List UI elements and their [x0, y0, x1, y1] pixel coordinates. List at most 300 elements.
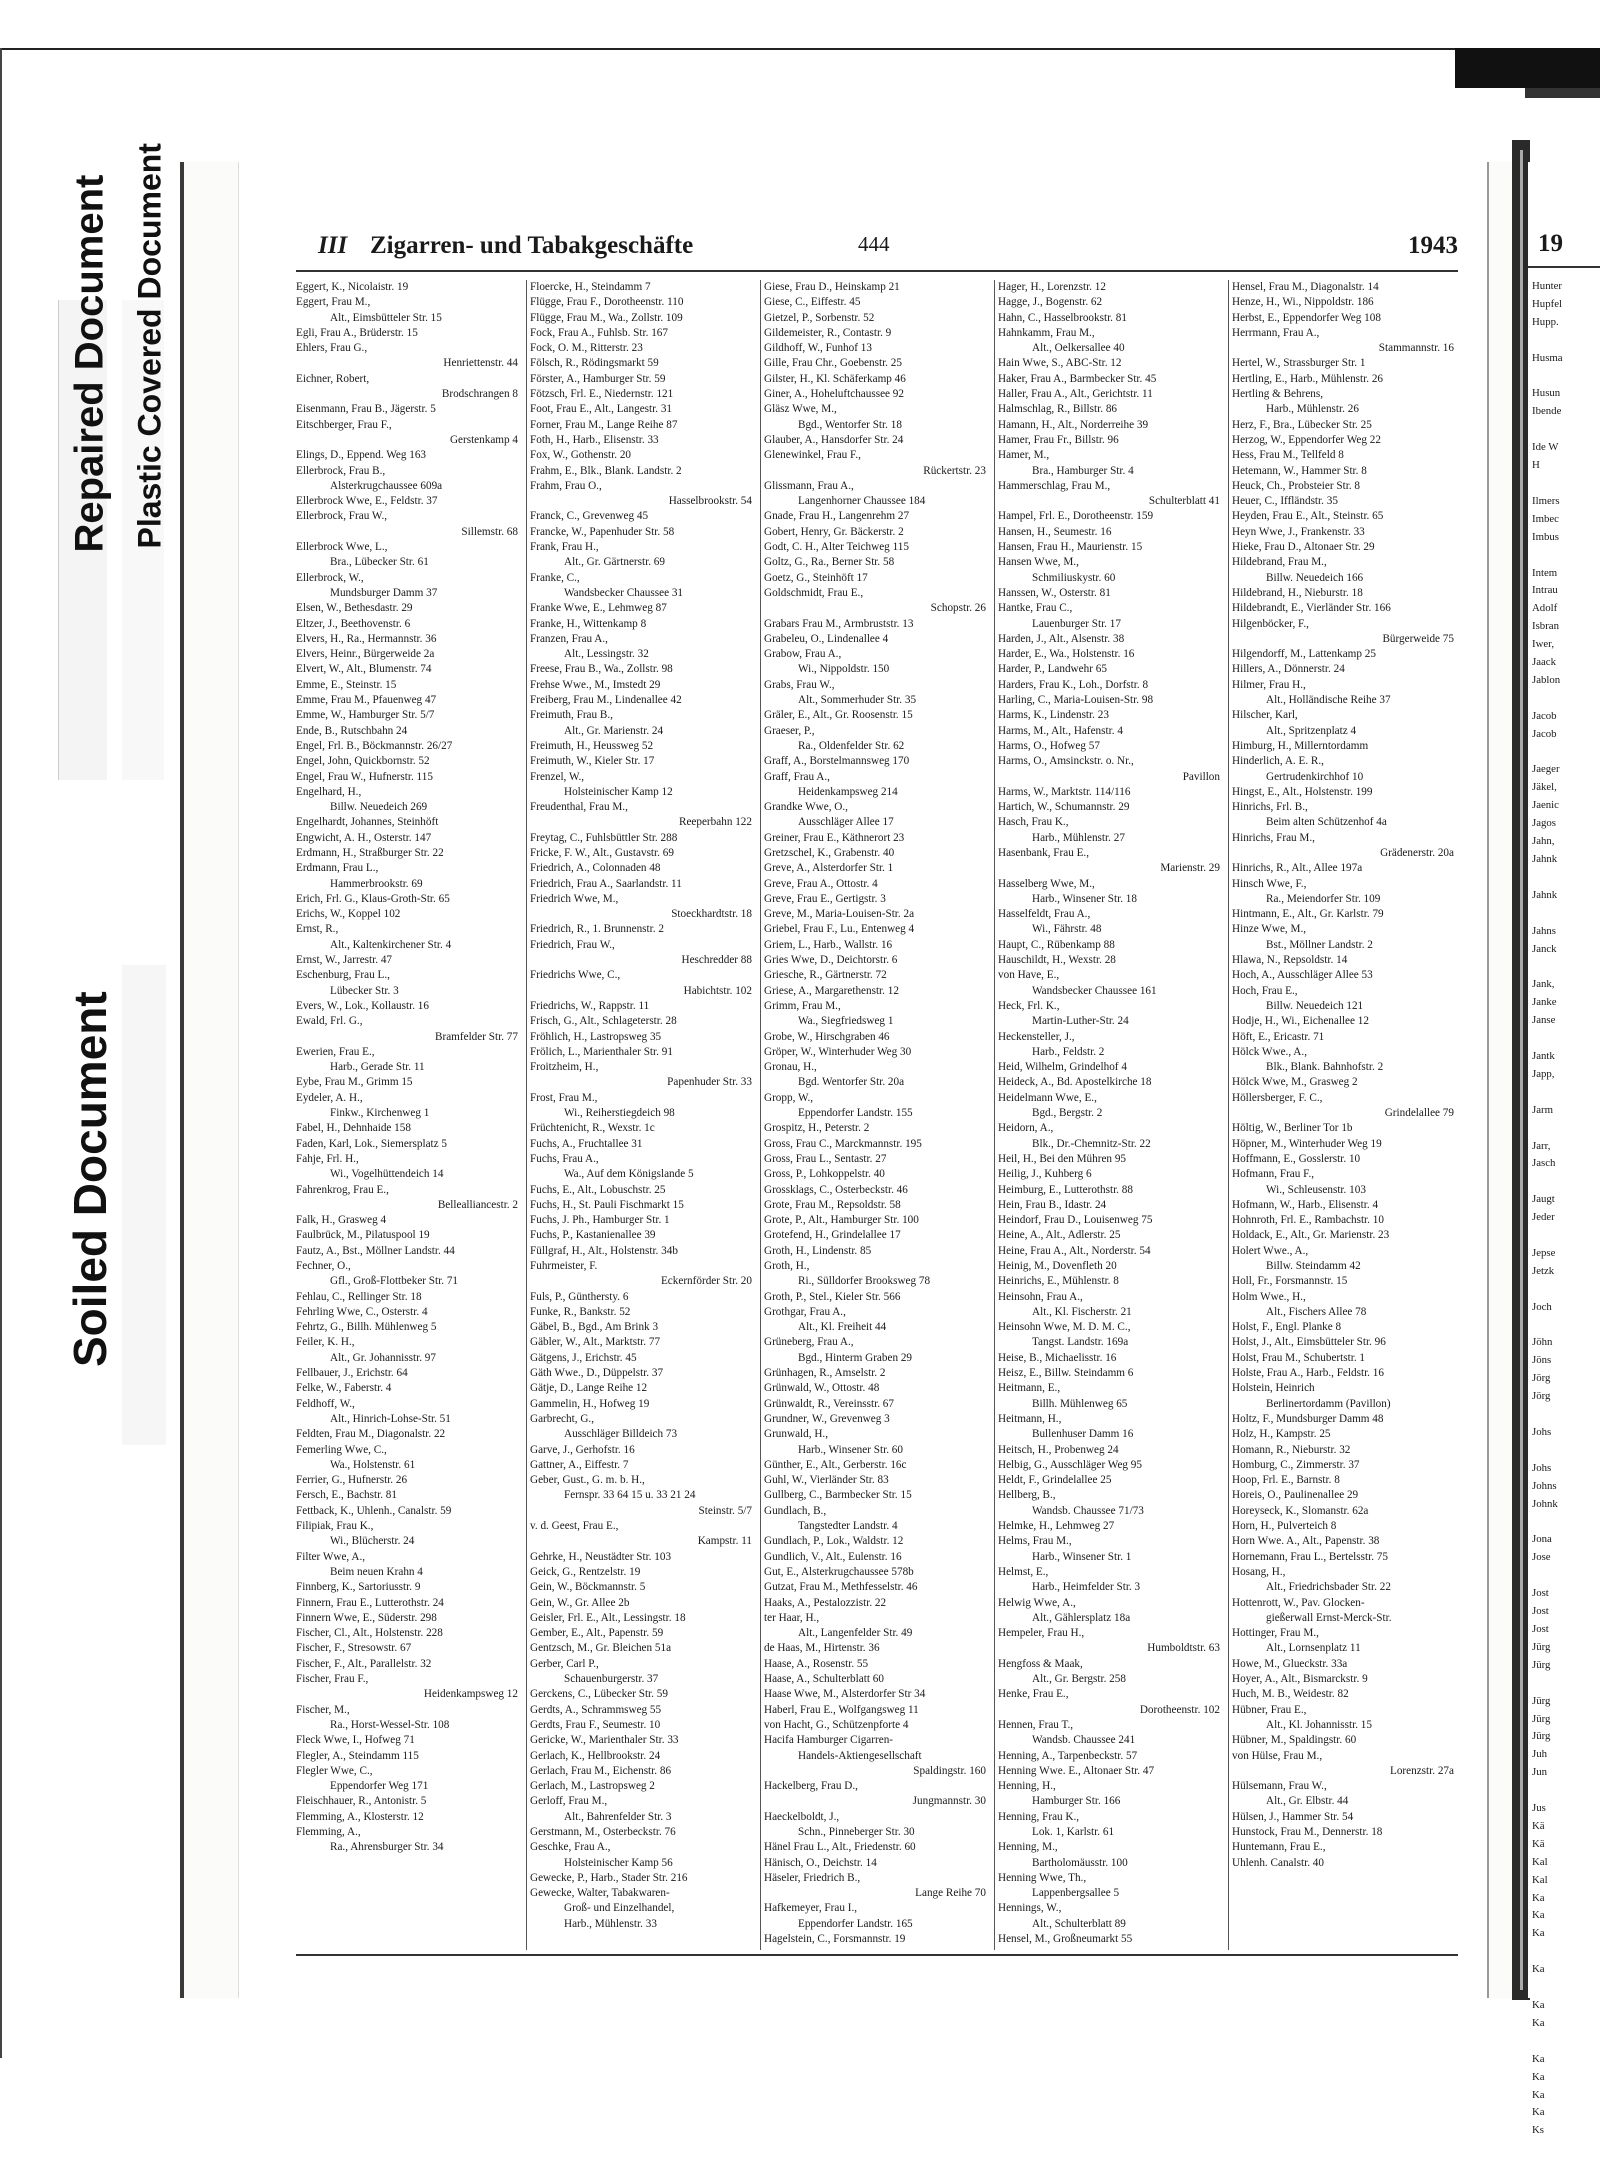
entry-text: Fechner, O.,	[296, 1260, 351, 1272]
entry-text: Hoch, Frau E.,	[1232, 984, 1298, 997]
directory-entry	[998, 1305, 1224, 1320]
directory-entry	[1232, 1183, 1458, 1198]
entry-text: Griebel, Frau F., Lu., Entenweg 4	[764, 923, 915, 936]
entry-text: Gundlach, P., Lok., Waldstr. 12	[764, 1535, 904, 1548]
directory-entry	[530, 326, 756, 341]
entry-text: Lauenburger Str. 17	[1032, 617, 1121, 630]
directory-entry	[998, 907, 1224, 922]
directory-entry	[764, 372, 990, 387]
entry-text: Ernst, W., Jarrestr. 47	[296, 954, 393, 967]
directory-entry	[530, 540, 756, 555]
directory-entry	[1232, 1840, 1458, 1855]
directory-entry	[764, 815, 990, 830]
entry-text: Freudenthal, Frau M.,	[530, 801, 628, 814]
directory-entry	[296, 1810, 522, 1825]
entry-text: Hampel, Frl. E., Dorotheenstr. 159	[998, 510, 1154, 523]
entry-text: Eydeler, A. H.,	[296, 1091, 363, 1104]
directory-entry	[764, 1335, 990, 1350]
directory-entry	[530, 571, 756, 586]
entry-text: Hansen, Frau H., Maurienstr. 15	[998, 541, 1143, 554]
directory-entry	[1232, 1810, 1458, 1825]
entry-address-right: Steinstr. 5/7	[698, 1504, 752, 1517]
entry-text: Heidorn, A.,	[998, 1122, 1054, 1135]
directory-entry	[1232, 770, 1458, 785]
facing-page-line	[1532, 1030, 1600, 1048]
entry-text: Frost, Frau M.,	[530, 1091, 598, 1104]
entry-text: Gertrudenkirchhof 10	[1266, 770, 1364, 783]
facing-page-line: H	[1532, 459, 1540, 472]
entry-text: Hamann, H., Alt., Norderreihe 39	[998, 418, 1149, 431]
entry-text: Höft, E., Ericastr. 71	[1232, 1030, 1325, 1043]
entry-text: Haaks, A., Pestalozzistr. 22	[764, 1596, 887, 1609]
entry-text: Feldhoff, W.,	[296, 1397, 355, 1410]
directory-entry	[998, 938, 1224, 953]
directory-entry	[764, 1060, 990, 1075]
directory-entry	[296, 571, 522, 586]
directory-entry	[1232, 311, 1458, 326]
entry-text: Fuchs, P., Kastanienallee 39	[530, 1229, 656, 1242]
directory-entry	[998, 1351, 1224, 1366]
entry-text: Franke, C.,	[530, 571, 580, 584]
directory-entry	[764, 938, 990, 953]
directory-entry	[1232, 678, 1458, 693]
directory-entry	[530, 509, 756, 524]
directory-entry	[1232, 509, 1458, 524]
entry-text: von Have, E.,	[998, 969, 1060, 982]
entry-text: Flemming, A.,	[296, 1825, 361, 1838]
facing-page-line: Johnk	[1532, 1497, 1558, 1510]
directory-entry	[998, 571, 1224, 586]
scan-left-edge	[0, 48, 2, 2058]
entry-text: Wandsbecker Chaussee 31	[564, 586, 684, 599]
entry-text: Bra., Lübecker Str. 61	[330, 556, 429, 569]
directory-entry	[530, 617, 756, 632]
entry-text: Harder, E., Wa., Holstenstr. 16	[998, 648, 1135, 661]
page-title: Zigarren- und Tabakgeschäfte	[370, 232, 694, 259]
facing-page-line: Jost	[1532, 1605, 1549, 1618]
entry-text: Hammerschlag, Frau M.,	[998, 479, 1111, 492]
entry-text: Harb., Gerade Str. 11	[330, 1061, 425, 1074]
entry-text: Gäbler, W., Alt., Marktstr. 77	[530, 1336, 661, 1349]
directory-entry	[998, 1810, 1224, 1825]
entry-address-right: Gerstenkamp 4	[449, 433, 518, 446]
entry-address-right: Sillemstr. 68	[461, 525, 518, 538]
entry-text: Mundsburger Damm 37	[330, 586, 438, 599]
facing-page-line: Johs	[1532, 1461, 1552, 1474]
directory-entry	[764, 1152, 990, 1167]
entry-address-right: Eckernförder Str. 20	[660, 1275, 752, 1288]
facing-page-line: Jaack	[1532, 656, 1556, 669]
directory-entry	[1232, 861, 1458, 876]
entry-text: Helbig, G., Ausschläger Weg 95	[998, 1458, 1142, 1471]
entry-text: Eppendorfer Weg 171	[330, 1780, 429, 1793]
directory-entry	[998, 1259, 1224, 1274]
entry-text: Ende, B., Rutschbahn 24	[296, 724, 408, 737]
directory-entry	[764, 907, 990, 922]
entry-text: Wi., Blücherstr. 24	[330, 1535, 415, 1548]
directory-entry	[998, 448, 1224, 463]
entry-text: Grobe, W., Hirschgraben 46	[764, 1030, 890, 1043]
entry-text: Bgd., Wentorfer Str. 18	[798, 418, 902, 431]
directory-entry	[998, 525, 1224, 540]
directory-entry	[998, 1137, 1224, 1152]
facing-page-line: Hupp.	[1532, 315, 1559, 328]
directory-entry	[764, 1290, 990, 1305]
entry-text: Homburg, C., Zimmerstr. 37	[1232, 1458, 1360, 1471]
entry-text: Harb., Mühlenstr. 26	[1266, 403, 1359, 416]
entry-text: Giese, C., Eiffestr. 45	[764, 296, 861, 309]
directory-entry	[1232, 1519, 1458, 1534]
directory-entry	[998, 1183, 1224, 1198]
directory-entry	[530, 1580, 756, 1595]
entry-text: Gerdts, Frau F., Seumestr. 10	[530, 1718, 661, 1731]
directory-entry	[530, 1137, 756, 1152]
directory-entry	[296, 815, 522, 830]
entry-text: Guhl, W., Vierländer Str. 83	[764, 1474, 889, 1487]
entry-text: Wa., Auf dem Königslande 5	[564, 1168, 694, 1181]
directory-entry	[764, 1030, 990, 1045]
facing-page-line: Ka	[1532, 2106, 1545, 2119]
entry-text: Elvers, Heinr., Bürgerweide 2a	[296, 648, 435, 661]
directory-entry	[296, 1351, 522, 1366]
directory-entry	[998, 770, 1224, 785]
entry-text: Glenewinkel, Frau F.,	[764, 449, 861, 462]
directory-entry	[998, 1228, 1224, 1243]
entry-text: Grote, P., Alt., Hamburger Str. 100	[764, 1214, 919, 1227]
directory-entry	[998, 372, 1224, 387]
directory-entry	[764, 1259, 990, 1274]
entry-text: Emme, Frau M., Pfauenweg 47	[296, 694, 437, 707]
directory-entry	[296, 1014, 522, 1029]
entry-text: Eggert, Frau M.,	[296, 296, 371, 309]
directory-entry	[296, 479, 522, 494]
entry-text: Helmst, E.,	[998, 1565, 1049, 1578]
directory-entry	[296, 953, 522, 968]
facing-page-line	[1532, 1120, 1600, 1138]
entry-text: Grüneberg, Frau A.,	[764, 1336, 854, 1349]
directory-entry	[1232, 1672, 1458, 1687]
facing-page-line: Imbec	[1532, 512, 1559, 525]
directory-entry	[1232, 341, 1458, 356]
entry-text: Frahm, Frau O.,	[530, 479, 602, 492]
entry-text: Henke, Frau E.,	[998, 1688, 1069, 1701]
entry-text: Hagelstein, C., Forsmannstr. 19	[764, 1933, 906, 1946]
column-divider	[526, 280, 527, 1950]
facing-page-line: Ilmers	[1532, 494, 1560, 507]
facing-page-line	[1532, 1173, 1600, 1191]
entry-text: Bullenhuser Damm 16	[1032, 1428, 1134, 1441]
entry-text: Grabs, Frau W.,	[764, 678, 835, 691]
entry-text: Lok. 1, Karlstr. 61	[1032, 1825, 1115, 1838]
entry-text: Harb., Winsener Str. 60	[798, 1443, 903, 1456]
entry-address-right: Bürgerweide 75	[1382, 632, 1454, 645]
directory-entry	[296, 402, 522, 417]
directory-entry	[296, 1290, 522, 1305]
entry-text: Engelhard, H.,	[296, 785, 362, 798]
entry-text: Hofmann, W., Harb., Elisenstr. 4	[1232, 1198, 1379, 1211]
directory-entry	[998, 1840, 1224, 1855]
entry-text: Heidenkampsweg 214	[798, 785, 898, 798]
directory-entry	[998, 1779, 1224, 1794]
entry-text: Hoop, Frl. E., Barnstr. 8	[1232, 1474, 1340, 1487]
entry-text: Fuchs, H., St. Pauli Fischmarkt 15	[530, 1198, 684, 1211]
directory-entry	[530, 1917, 756, 1932]
entry-text: Finnberg, K., Sartoriusstr. 9	[296, 1581, 421, 1594]
entry-text: Hübner, Frau E.,	[1232, 1703, 1307, 1716]
directory-entry	[1232, 800, 1458, 815]
entry-text: Henning, M.,	[998, 1841, 1058, 1854]
directory-entry	[530, 815, 756, 830]
facing-page-line	[1532, 2033, 1600, 2051]
directory-entry	[764, 1305, 990, 1320]
directory-entry	[764, 387, 990, 402]
entry-text: Engel, Frau W., Hufnerstr. 115	[296, 770, 433, 783]
facing-page-line: Jose	[1532, 1551, 1551, 1564]
entry-text: Freiberg, Frau M., Lindenallee 42	[530, 694, 682, 707]
directory-entry	[998, 509, 1224, 524]
entry-text: Höltig, W., Berliner Tor 1b	[1232, 1122, 1353, 1135]
directory-entry	[998, 479, 1224, 494]
facing-page-line: Jahns	[1532, 924, 1556, 937]
directory-entry	[764, 1749, 990, 1764]
facing-page-line: Ka	[1532, 1999, 1545, 2011]
entry-text: Frisch, G., Alt., Schlageterstr. 28	[530, 1015, 677, 1028]
directory-entry	[296, 1198, 522, 1213]
entry-text: v. d. Geest, Frau E.,	[530, 1520, 619, 1533]
directory-entry	[1232, 1152, 1458, 1167]
entry-text: Hengfoss & Maak,	[998, 1657, 1083, 1670]
directory-entry	[1232, 1779, 1458, 1794]
directory-entry	[764, 601, 990, 616]
entry-text: Ernst, R.,	[296, 923, 339, 936]
directory-entry	[530, 892, 756, 907]
directory-entry	[764, 800, 990, 815]
entry-text: Fuchs, Frau A.,	[530, 1152, 599, 1165]
directory-entry	[296, 1749, 522, 1764]
directory-entry	[998, 1917, 1224, 1932]
entry-text: Friedrich Wwe, M.,	[530, 892, 619, 905]
entry-text: Hetemann, W., Hammer Str. 8	[1232, 464, 1367, 477]
directory-entry	[1232, 877, 1458, 892]
directory-entry	[1232, 846, 1458, 861]
directory-entry	[1232, 647, 1458, 662]
directory-entry	[296, 1183, 522, 1198]
entry-text: Groth, P., Stel., Kieler Str. 566	[764, 1290, 901, 1303]
entry-text: Holst, F., Engl. Planke 8	[1232, 1321, 1342, 1334]
directory-entry	[296, 1060, 522, 1075]
entry-text: Alt., Langenfelder Str. 49	[798, 1627, 913, 1640]
directory-entry	[296, 1473, 522, 1488]
entry-address-right: Reeperbahn 122	[678, 816, 752, 829]
entry-text: Greve, M., Maria-Louisen-Str. 2a	[764, 908, 915, 921]
directory-entry	[764, 1443, 990, 1458]
entry-text: Holst, Frau M., Schubertstr. 1	[1232, 1351, 1366, 1364]
directory-entry	[1232, 1381, 1458, 1396]
directory-entry	[530, 525, 756, 540]
entry-address-right: Schopstr. 26	[930, 602, 986, 615]
entry-text: Gätje, D., Lange Reihe 12	[530, 1382, 648, 1395]
entry-text: Alt., Fischers Allee 78	[1266, 1305, 1367, 1318]
directory-entry	[296, 1381, 522, 1396]
entry-text: Haase Wwe, M., Alsterdorfer Str 34	[764, 1688, 926, 1701]
directory-entry	[764, 1412, 990, 1427]
entry-text: Flemming, A., Klosterstr. 12	[296, 1810, 424, 1823]
directory-entry	[764, 586, 990, 601]
entry-address-right: Lange Reihe 70	[915, 1887, 986, 1900]
entry-text: Heisz, E., Billw. Steindamm 6	[998, 1367, 1134, 1380]
entry-text: Eitschberger, Frau F.,	[296, 418, 392, 431]
entry-text: Alt., Bahrenfelder Str. 3	[564, 1810, 672, 1823]
entry-text: Hlawa, N., Repsoldstr. 14	[1232, 954, 1348, 967]
entry-text: Holm Wwe., H.,	[1232, 1290, 1306, 1303]
directory-entry	[530, 479, 756, 494]
directory-entry	[530, 1397, 756, 1412]
directory-entry	[296, 1366, 522, 1381]
facing-page-line: Jürg	[1532, 1712, 1551, 1725]
entry-text: Hieke, Frau D., Altonaer Str. 29	[1232, 541, 1375, 554]
directory-entry	[764, 1871, 990, 1886]
entry-text: Glauber, A., Hansdorfer Str. 24	[764, 433, 904, 446]
directory-entry	[764, 1626, 990, 1641]
entry-text: Fernspr. 33 64 15 u. 33 21 24	[564, 1489, 696, 1502]
directory-entry	[530, 1274, 756, 1289]
entry-text: Höpner, M., Winterhuder Weg 19	[1232, 1137, 1382, 1150]
directory-entry	[296, 311, 522, 326]
entry-text: Alt., Sommerhuder Str. 35	[798, 694, 917, 707]
directory-entry	[530, 647, 756, 662]
entry-text: Hertel, W., Strassburger Str. 1	[1232, 357, 1366, 370]
entry-text: Gattner, A., Eiffestr. 7	[530, 1458, 629, 1471]
directory-entry	[296, 1412, 522, 1427]
facing-page-line: Japp,	[1532, 1067, 1555, 1080]
entry-text: Alt., Kl. Johannisstr. 15	[1266, 1718, 1372, 1731]
directory-entry	[530, 433, 756, 448]
facing-page-line: Husun	[1532, 387, 1561, 400]
facing-page-line: Jepse	[1532, 1246, 1556, 1259]
directory-entry	[530, 464, 756, 479]
facing-page-line: Kal	[1532, 1873, 1548, 1886]
directory-entry	[296, 356, 522, 371]
directory-entry	[530, 1259, 756, 1274]
entry-text: Fersch, E., Bachstr. 81	[296, 1489, 397, 1502]
directory-entry	[296, 662, 522, 677]
directory-entry	[1232, 708, 1458, 723]
directory-entry	[1232, 1228, 1458, 1243]
entry-text: Heitmann, H.,	[998, 1412, 1062, 1425]
entry-text: Haeckelboldt, J.,	[764, 1810, 840, 1823]
directory-entry	[296, 968, 522, 983]
entry-text: Hofmann, Frau F.,	[1232, 1168, 1315, 1181]
directory-entry	[296, 861, 522, 876]
entry-text: Hinsch Wwe, F.,	[1232, 877, 1307, 890]
entry-text: Harb., Winsener Str. 18	[1032, 892, 1137, 905]
scan-dark-corner	[1455, 48, 1600, 88]
facing-page-line: Hunter	[1532, 280, 1562, 292]
entry-text: Gerloff, Frau M.,	[530, 1795, 608, 1808]
directory-entry	[1232, 1641, 1458, 1656]
entry-text: ter Haar, H.,	[764, 1611, 820, 1624]
directory-entry	[998, 968, 1224, 983]
entry-text: Fabel, H., Dehnhaide 158	[296, 1122, 411, 1135]
directory-entry	[1232, 953, 1458, 968]
facing-page-line	[1532, 690, 1600, 708]
directory-entry	[764, 999, 990, 1014]
directory-entry	[764, 1366, 990, 1381]
directory-entry	[296, 877, 522, 892]
facing-page-fragment	[1528, 162, 1600, 2137]
entry-text: Engel, John, Quickbornstr. 52	[296, 755, 430, 768]
entry-text: Herz, F., Bra., Lübecker Str. 25	[1232, 418, 1372, 431]
directory-entry	[1232, 693, 1458, 708]
entry-text: Goetz, G., Steinhöft 17	[764, 571, 868, 584]
entry-text: Engel, Frl. B., Böckmannstr. 26/27	[296, 739, 453, 752]
entry-text: Froitzheim, H.,	[530, 1061, 599, 1074]
directory-entry	[1232, 1718, 1458, 1733]
directory-entry	[530, 1320, 756, 1335]
directory-entry	[764, 1504, 990, 1519]
directory-entry	[530, 387, 756, 402]
directory-entry	[1232, 1733, 1458, 1748]
entry-text: Fölsch, R., Rödingsmarkt 59	[530, 357, 659, 370]
directory-entry	[530, 1901, 756, 1916]
directory-entry	[296, 525, 522, 540]
directory-entry	[998, 846, 1224, 861]
directory-entry	[998, 1397, 1224, 1412]
entry-text: Herzog, W., Eppendorfer Weg 22	[1232, 433, 1381, 446]
entry-text: Giese, Frau D., Heinskamp 21	[764, 281, 900, 293]
entry-text: Hillers, A., Dönnerstr. 24	[1232, 663, 1345, 676]
directory-entry	[998, 647, 1224, 662]
directory-entry	[296, 372, 522, 387]
directory-entry	[998, 1274, 1224, 1289]
entry-text: Hildebrandt, E., Vierländer Str. 166	[1232, 602, 1391, 615]
directory-column-3	[764, 280, 990, 1950]
entry-text: Heine, A., Alt., Adlerstr. 25	[998, 1229, 1121, 1242]
directory-entry	[296, 1121, 522, 1136]
directory-entry	[296, 1075, 522, 1090]
entry-text: Giner, A., Hoheluftchaussee 92	[764, 388, 904, 401]
directory-entry	[1232, 387, 1458, 402]
entry-text: Fettback, K., Uhlenh., Canalstr. 59	[296, 1504, 452, 1517]
entry-text: Hensel, Frau M., Diagonalstr. 14	[1232, 281, 1379, 293]
entry-text: Hohnroth, Frl. E., Rambachstr. 10	[1232, 1214, 1384, 1227]
entry-text: Hartich, W., Schumannstr. 29	[998, 801, 1130, 814]
directory-entry	[530, 1565, 756, 1580]
entry-text: Alt., Gr. Elbstr. 44	[1266, 1795, 1349, 1808]
facing-page-line: Jus	[1532, 1802, 1546, 1815]
entry-text: Henning, H.,	[998, 1780, 1056, 1793]
directory-entry	[1232, 1075, 1458, 1090]
directory-entry	[296, 647, 522, 662]
directory-entry	[296, 1534, 522, 1549]
facing-page-line: Jöhn	[1532, 1336, 1553, 1349]
directory-entry	[1232, 1825, 1458, 1840]
entry-text: Haker, Frau A., Barmbecker Str. 45	[998, 372, 1157, 385]
entry-text: Alsterkrugchaussee 609a	[330, 479, 443, 492]
directory-entry	[764, 1381, 990, 1396]
entry-text: Haller, Frau A., Alt., Gerichtstr. 11	[998, 388, 1153, 401]
entry-text: Greve, A., Alsterdorfer Str. 1	[764, 862, 894, 875]
entry-text: Horeis, O., Paulinenallee 29	[1232, 1489, 1359, 1502]
directory-entry	[296, 1687, 522, 1702]
entry-text: Alt., Kl. Fischerstr. 21	[1032, 1305, 1132, 1318]
directory-entry	[998, 1749, 1224, 1764]
entry-text: Blk., Dr.-Chemnitz-Str. 22	[1032, 1137, 1151, 1150]
entry-text: Finnern Wwe, E., Süderstr. 298	[296, 1611, 437, 1624]
directory-entry	[296, 1488, 522, 1503]
directory-entry	[296, 1259, 522, 1274]
directory-entry	[530, 1825, 756, 1840]
